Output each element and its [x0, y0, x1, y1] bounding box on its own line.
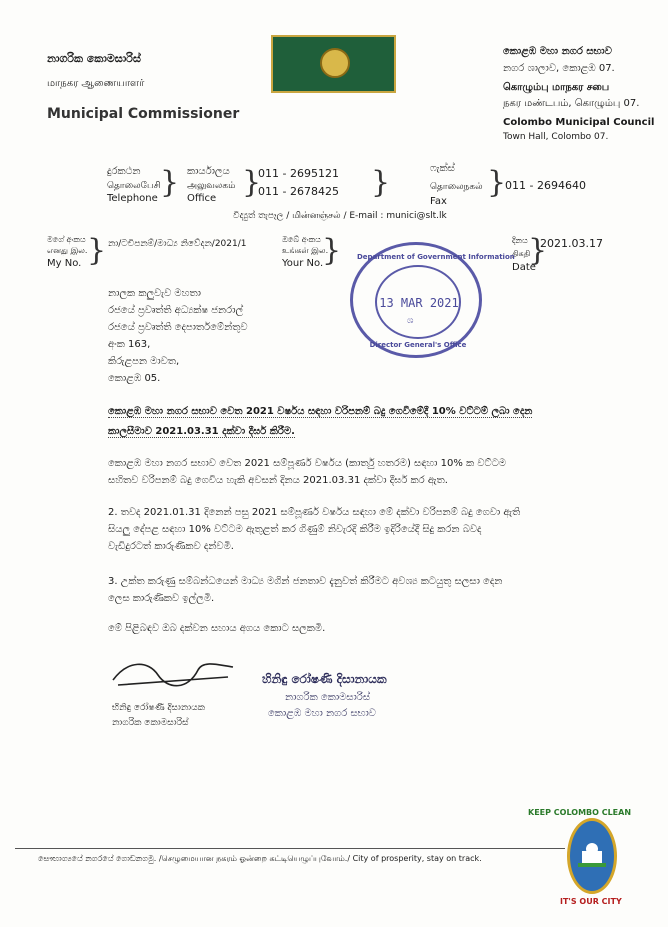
my-no-ta: எனது இல.: [47, 246, 88, 255]
brace-6: }: [322, 233, 342, 268]
header-right-si-1: කොළඹ මහා නගර සභාව: [503, 46, 612, 57]
brace-1: }: [160, 165, 180, 200]
body-line: වැඩිදුරටත් කාරුණිකව දන්වමි.: [108, 541, 234, 552]
subject: [108, 403, 532, 440]
seal-top-text: KEEP COLOMBO CLEAN: [528, 808, 632, 817]
your-no-si: ඔබේ අංකය: [282, 235, 321, 244]
phone-2: 011 - 2678425: [258, 185, 339, 198]
date-value: 2021.03.17: [540, 237, 603, 250]
phone-1: 011 - 2695121: [258, 167, 339, 180]
fax-en: Fax: [430, 196, 447, 207]
header-ta-title: மாநகர ஆணையாளர்: [47, 78, 145, 89]
town-hall-icon: [570, 821, 614, 891]
handwritten-signature: [108, 655, 238, 695]
body-line: සහිතව වරිපනම් බදු ගෙවිය හැකි අවසන් දිනය 2021.03.31 දක්වා දීර්ඝ කර ඇත.: [108, 475, 448, 486]
address-line: රජයේ ප්‍රවෘත්ති අධ්‍යක්ෂ ජනරාල්: [108, 305, 244, 316]
tel-ta: தொலைபேசி: [107, 181, 161, 191]
subject-line: කාලසීමාව 2021.03.31 දක්වා දීර්ඝ කිරීම.: [108, 426, 295, 437]
emblem-icon: [320, 48, 350, 78]
sig-stamp-name: හිනිඳු රෝෂණි දිසානායක: [262, 672, 387, 686]
my-no-value: නා/ටචිපනම්/මාධ්‍ය නිවේදන/2021/1: [108, 239, 247, 249]
brace-7: }: [528, 233, 548, 268]
email-line: විද්‍යුත් තැපෑල / மின்னஞ்சல் / E-mail : munici@slt.lk: [233, 211, 447, 221]
date-si: දිනය: [512, 236, 528, 245]
body-line: සියලු දේපළ සඳහා 10% වට්ටම ඇතුළත් කර ගිණුම් නිවැරදි කිරීම ඉදිරියේදී සිදු කරන බවද: [108, 524, 482, 535]
footer-tagline: සෞභාග්‍යයේ නගරයේ ගොඩනගමු. /செழுமையான நகரம் ஓன்றை கட்டியெழுப்புவோம்./ City of prosperity, stay on track.: [38, 854, 482, 863]
address-line: අංක 163,: [108, 339, 151, 350]
received-stamp: [350, 242, 515, 358]
body-line: ලෙස කාරුණිකව ඉල්ලමි.: [108, 593, 215, 604]
address-line: කොළඹ 05.: [108, 373, 161, 384]
your-no-en: Your No.: [282, 258, 324, 269]
brace-5: }: [87, 233, 107, 268]
fax-ta: தொலைநகல்: [430, 182, 483, 192]
body-line: කොළඹ මහා නගර සභාව වෙත 2021 සම්පූර්ණ වර්ෂය (කාර්තු හතරම) සඳහා 10% ක වට්ටම: [108, 458, 507, 469]
paragraph-3: [108, 573, 502, 607]
stamp-top-text: Department of Government Information: [357, 253, 515, 261]
header-right-ta-1: கொழும்பு மாநகர சபை: [503, 82, 610, 93]
footer-divider: [15, 848, 565, 849]
address-line: කිරුළපන මාවත,: [108, 356, 180, 367]
your-no-ta: உங்கள் இல.: [282, 246, 329, 255]
date-en: Date: [512, 262, 536, 273]
header-right-en-2: Town Hall, Colombo 07.: [503, 132, 609, 142]
brace-3: }: [371, 165, 391, 200]
sig-stamp-org: කොළඹ මහා නගර සභාව: [268, 708, 376, 719]
date-ta: திகதி: [512, 249, 531, 258]
tel-si: දුරකථන: [107, 166, 141, 177]
tel-en: Telephone: [107, 193, 158, 204]
office-en: Office: [187, 193, 217, 204]
header-right-en-1: Colombo Municipal Council: [503, 117, 655, 128]
brace-2: }: [242, 165, 262, 200]
sig-stamp-title: නාගරික කොමසාරිස්: [285, 692, 371, 703]
stamp-initials: ශ: [407, 316, 414, 326]
keep-colombo-clean-seal: [567, 818, 617, 894]
my-no-si: මගේ අංකය: [47, 235, 86, 244]
header-right-si-2: නගර ශාලාව, කොළඹ 07.: [503, 63, 615, 74]
stamp-date: 13 MAR 2021: [379, 296, 459, 310]
stamp-bottom-text: Director General's Office: [369, 341, 467, 349]
brace-4: }: [487, 165, 507, 200]
body-line: 3. උක්ත කරුණු සම්බන්ධයෙන් මාධ්‍ය මගින් ජනතාව දැනුවත් කිරීමට අවශ්‍ය කටයුතු සලසා දෙන: [108, 576, 503, 587]
subject-line: කොළඹ මහා නගර සභාව වෙත 2021 වර්ෂය සඳහා වරිපනම් බදු ගෙවීමේදී 10% වට්ටම් ලබා දෙන: [108, 406, 533, 417]
header-si-title: නාගරික කොමසාරිස්: [47, 52, 141, 65]
fax-si: ෆැක්ස්: [430, 163, 455, 174]
address-line: රජයේ ප්‍රවෘත්ති දෙපාර්තමේන්තුව: [108, 322, 248, 333]
office-ta: அலுவலகம்: [187, 181, 236, 191]
sig-typed-name: භිනිඳු රෝෂණි දිසානායක: [112, 703, 205, 713]
paragraph-2: [108, 504, 520, 555]
closing-line: මේ පිළිබඳව ඔබ දක්වන සහාය අගය කොට සලකමි.: [108, 623, 326, 634]
recipient-address: [108, 285, 248, 387]
office-si: කාර්යාලය: [187, 166, 230, 177]
my-no-en: My No.: [47, 258, 82, 269]
fax-number: 011 - 2694640: [505, 179, 586, 192]
header-right-ta-2: நகர மண்டபம், கொழும்பு 07.: [503, 98, 640, 109]
sig-typed-title: නාගරික කොමසාරිස්: [112, 718, 189, 728]
address-line: නාලක කලුවැව මහතා: [108, 288, 201, 299]
paragraph-1: [108, 455, 506, 489]
seal-bottom-text: IT'S OUR CITY: [560, 897, 622, 906]
body-line: 2. තවද 2021.01.31 දිනෙන් පසු 2021 සම්පූර්ණ වර්ෂය සඳහා මේ දක්වා වරිපනම් බදු ගෙවා ඇති: [108, 507, 521, 518]
header-en-title: Municipal Commissioner: [47, 106, 240, 122]
national-flag-emblem: [271, 35, 396, 93]
